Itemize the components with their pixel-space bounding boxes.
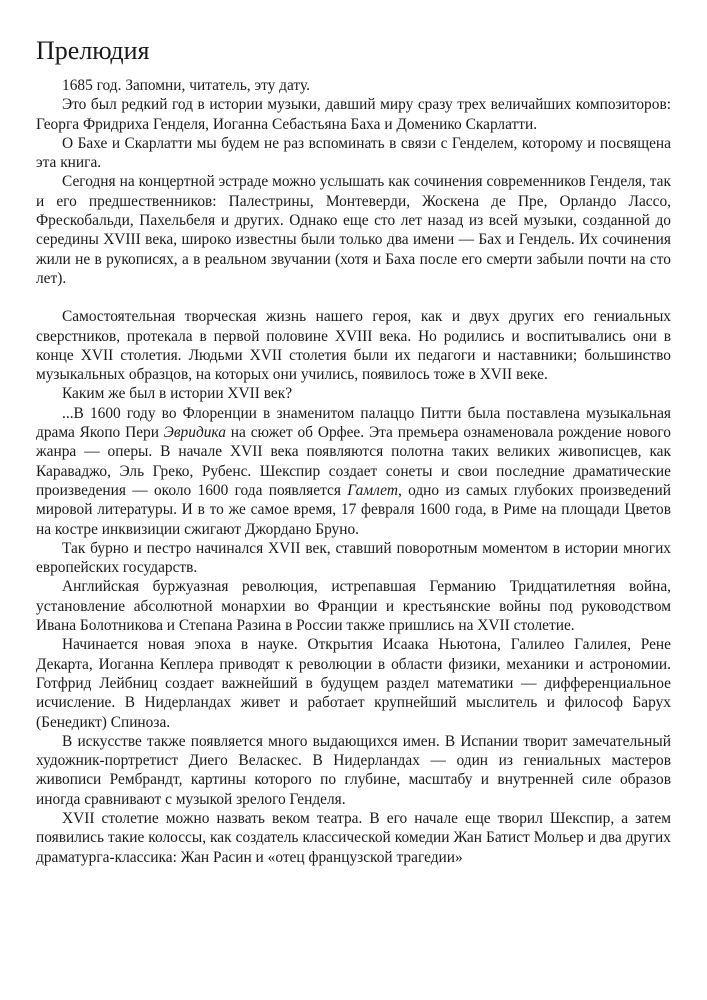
chapter-body <box>36 76 671 867</box>
paragraph <box>36 404 671 539</box>
paragraph-text: Начинается новая эпоха в науке. Открытия Исаака Ньютона, Галилео Галилея, Рене Декарта, Иоганна Кеплера приводят к революции в области физики, механики и астрономии. Готфрид Лейбниц создает важнейший в будущем раздел математики — дифференциальное исчисление. В Нидерландах живет и работает крупнейший мыслитель и философ Барух (Бенедикт) Спиноза. <box>36 636 671 731</box>
paragraph <box>36 539 671 578</box>
paragraph-text: на сюжет об Орфее. Эта премьера ознаменовала рождение нового жанра — оперы. В начале XVII века появляются полотна таких великих живописцев, как Караваджо, Эль Греко, Рубенс. Шекспир создает сонеты и свои последние драматические произведения — около 1600 года появляется <box>36 424 671 499</box>
paragraph <box>36 809 671 867</box>
paragraph-text: Это был редкий год в истории музыки, давший миру сразу трех величайших композиторов: Георга Фридриха Генделя, Иоганна Себастьяна Баха и Доменико Скарлатти. <box>36 96 671 133</box>
paragraph <box>36 76 671 95</box>
paragraph <box>36 172 671 288</box>
paragraph-text: Самостоятельная творческая жизнь нашего героя, как и двух других его гениальных сверстников, протекала в первой половине XVIII века. Но родились и воспитывались они в конце XVII столетия. Людьми XVII столетия были их педагоги и наставники; большинство музыкальных образцов, на которых они учились, появилось тоже в XVII веке. <box>36 308 671 384</box>
paragraph <box>36 95 671 134</box>
paragraph <box>36 384 671 403</box>
paragraph <box>36 134 671 173</box>
chapter-title: Прелюдия <box>36 36 150 65</box>
paragraph-text: , одно из самых глубоких произведений мировой литературы. И в то же самое время, 17 февраля 1600 года, в Риме на площади Цветов на костре инквизиции сжигают Джордано Бруно. <box>36 481 671 538</box>
italic-title-hamlet: Гамлет <box>347 481 398 499</box>
italic-title-euridice: Эвридика <box>163 424 226 442</box>
paragraph-text: О Бахе и Скарлатти мы будем не раз вспоминать в связи с Генделем, которому и посвящена эта книга. <box>36 134 671 172</box>
paragraph <box>36 307 671 384</box>
paragraph-text: 1685 год. Запомни, читатель, эту дату. <box>62 77 310 94</box>
paragraph <box>36 577 671 635</box>
paragraph-text: В искусстве также появляется много выдающихся имен. В Испании творит замечательный художник-портретист Диего Веласкес. В Нидерландах — один из гениальных мастеров живописи Рембрандт, картины которого по глубине, масштабу и внутренней силе образов иногда сравнивают с музыкой зрелого Генделя. <box>36 732 671 808</box>
paragraph-text: Английская буржуазная революция, истрепавшая Германию Тридцатилетняя война, установление абсолютной монархии во Франции и крестьянские войны под руководством Ивана Болотникова и Степана Разина в России также пришлись на XVII столетие. <box>36 578 671 635</box>
paragraph-text: Так бурно и пестро начинался XVII век, ставший поворотным моментом в истории многих европейских государств. <box>36 539 671 577</box>
paragraph-text: Каким же был в истории XVII век? <box>62 385 293 403</box>
paragraph-text: Сегодня на концертной эстраде можно услышать как сочинения современников Генделя, так и его предшественников: Палестрины, Монтеверди, Жоскена де Пре, Орландо Лассо, Фрескобальди, Пахельбеля и других. Однако еще сто лет назад из всей музыки, созданной до середины XVIII века, широко известны были только два имени — Бах и Гендель. Их сочинения жили не в рукописях, а в реальном звучании (хотя и Баха после его смерти забыли почти на сто лет). <box>36 173 671 287</box>
paragraph-text: ...В 1600 году во Флоренции в знаменитом палаццо Питти была поставлена музыкальная драма Якопо Пери <box>36 404 671 442</box>
paragraph <box>36 635 671 731</box>
paragraph-text: XVII столетие можно назвать веком театра. В его начале еще творил Шекспир, а затем появились такие колоссы, как создатель классической комедии Жан Батист Мольер и два других драматурга-классика: Жан Расин и «отец французской трагедии» <box>36 809 671 866</box>
paragraph <box>36 732 671 809</box>
